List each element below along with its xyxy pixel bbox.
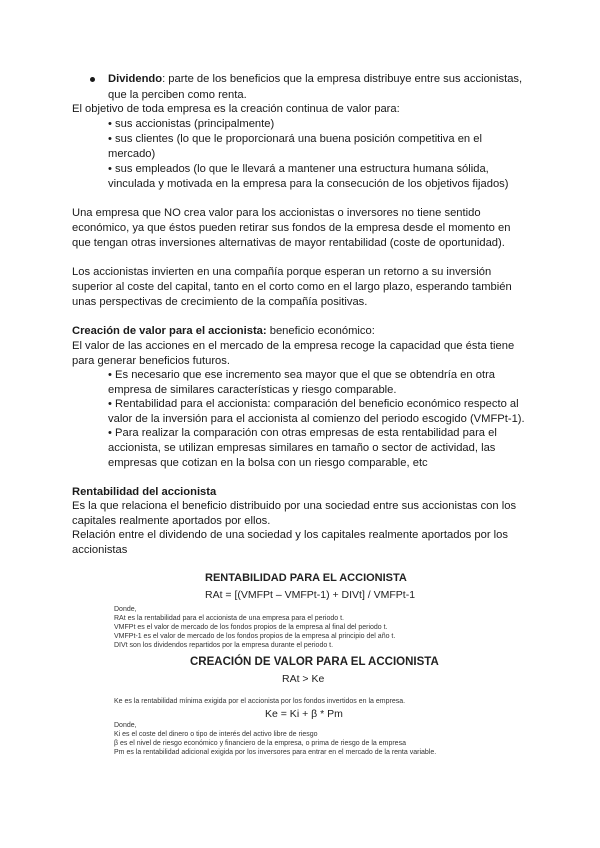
objetivo-intro: El objetivo de toda empresa es la creación continua de valor para: [72, 103, 400, 115]
figure-note: VMFPt-1 es el valor de mercado de los fondos propios de la empresa al principio del año t. [114, 633, 396, 640]
figure-note: Donde, [114, 606, 137, 613]
objetivo-item: • sus clientes (lo que le proporcionará una buena posición competitiva en el [108, 133, 482, 145]
paragraph-line: Una empresa que NO crea valor para los accionistas o inversores no tiene sentido [72, 207, 481, 219]
paragraph-line: Es la que relaciona el beneficio distribuido por una sociedad entre sus accionistas con los [72, 500, 517, 512]
figure-note: VMFPt es el valor de mercado de los fondos propios de la empresa al final del periodo t. [114, 624, 388, 631]
creacion-bullet: • Es necesario que ese incremento sea mayor que el que se obtendría en otra [108, 369, 496, 381]
formula-creacion: RAt > Ke [282, 673, 325, 685]
paragraph-line: accionistas [72, 544, 128, 556]
creacion-heading: Creación de valor para el accionista: beneficio económico: [72, 325, 375, 337]
objetivo-item: • sus accionistas (principalmente) [108, 118, 275, 130]
figure-note: β es el nivel de riesgo económico y financiero de la empresa, o prima de riesgo de la empresa [114, 740, 406, 747]
dividendo-line1: Dividendo: parte de los beneficios que la empresa distribuye entre sus accionistas, [108, 73, 523, 85]
paragraph-line: superior al coste del capital, tanto en el corto como en el largo plazo, esperando también [72, 281, 512, 293]
paragraph-line: capitales realmente aportados por ellos. [72, 515, 271, 527]
paragraph-line: para generar beneficios futuros. [72, 355, 230, 367]
formula-rentabilidad: RAt = [(VMFPt – VMFPt-1) + DIVt] / VMFPt-1 [205, 589, 416, 601]
dividendo-term: Dividendo [108, 73, 163, 85]
paragraph-line: económico, ya que éstos pueden retirar sus fondos de la empresa desde el momento en [72, 222, 511, 234]
creacion-bullet: empresa de similares características y riesgo comparable. [108, 384, 397, 396]
figure-note: Donde, [114, 722, 137, 729]
creacion-bullet: valor de la inversión para el accionista al comienzo del periodo escogido (VMFPt-1). [108, 413, 525, 425]
objetivo-item: mercado) [108, 148, 156, 160]
figure-title-rentabilidad: RENTABILIDAD PARA EL ACCIONISTA [205, 572, 407, 584]
creacion-bullet: empresas que cotizan en la bolsa con un riesgo comparable, etc [108, 457, 428, 469]
figure-note: Ki es el coste del dinero o tipo de interés del activo libre de riesgo [114, 731, 318, 738]
creacion-bullet: • Para realizar la comparación con otras empresas de esta rentabilidad para el [108, 427, 497, 439]
paragraph-line: Relación entre el dividendo de una sociedad y los capitales realmente aportados por los [72, 529, 508, 541]
creacion-bullet: • Rentabilidad para el accionista: comparación del beneficio económico respecto al [108, 398, 519, 410]
paragraph-line: que tengan otras inversiones alternativas de mayor rentabilidad (coste de oportunidad). [72, 237, 505, 249]
figure-note: DIVt son los dividendos repartidos por la empresa durante el periodo t. [114, 642, 334, 649]
figure-note: Pm es la rentabilidad adicional exigida por los inversores para entrar en el mercado de la renta variable. [114, 749, 437, 756]
paragraph-line: unas perspectivas de crecimiento de la compañía positivas. [72, 296, 368, 308]
paragraph-line: El valor de las acciones en el mercado de la empresa recoge la capacidad que ésta tiene [72, 340, 515, 352]
formula-ke: Ke = Ki + β * Pm [265, 708, 343, 720]
figure-note: RAt es la rentabilidad para el accionista de una empresa para el periodo t. [114, 615, 344, 622]
dividendo-line2: que la perciben como renta. [108, 89, 247, 101]
paragraph-line: Los accionistas invierten en una compañía porque esperan un retorno a su inversión [72, 266, 492, 278]
objetivo-item: vinculada y motivada en la empresa para la consecución de los objetivos fijados) [108, 178, 509, 190]
objetivo-item: • sus empleados (lo que le llevará a mantener una estructura humana sólida, [108, 163, 489, 175]
figure-note: Ke es la rentabilidad mínima exigida por el accionista por los fondos invertidos en la empresa. [114, 698, 406, 705]
figure-title-creacion: CREACIÓN DE VALOR PARA EL ACCIONISTA [190, 656, 439, 668]
rentabilidad-heading: Rentabilidad del accionista [72, 486, 217, 498]
bullet-dot [90, 77, 95, 82]
creacion-bullet: accionista, se utilizan empresas similares en tamaño o sector de actividad, las [108, 442, 496, 454]
